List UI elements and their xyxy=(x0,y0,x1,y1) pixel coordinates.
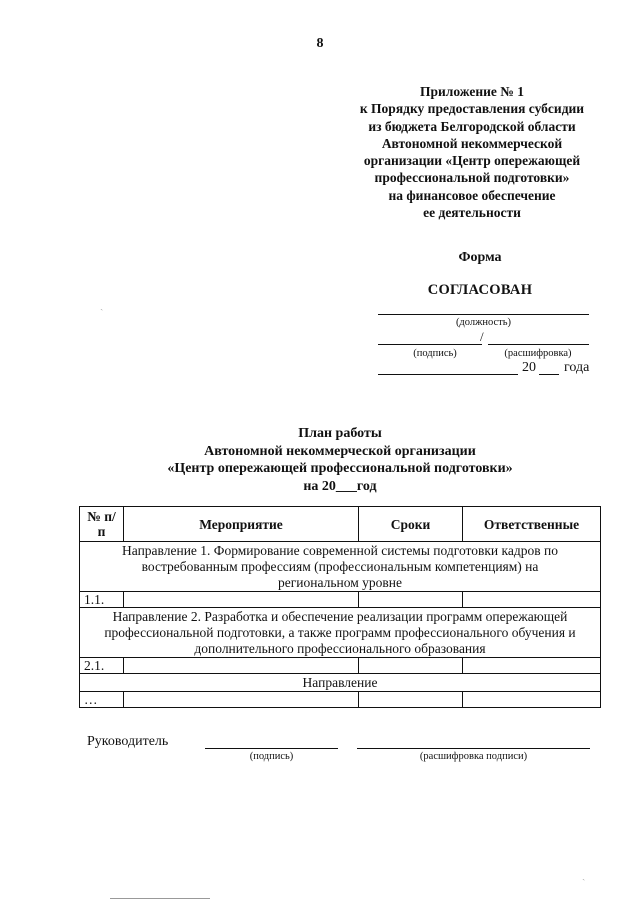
table-header-row xyxy=(80,507,601,542)
appendix-line: к Порядку предоставления субсидии xyxy=(359,101,585,117)
row-cell xyxy=(359,658,463,674)
header-number: № п/п xyxy=(80,507,124,542)
year-blank-line xyxy=(539,374,559,375)
table-row xyxy=(80,658,601,674)
appendix-line: ее деятельности xyxy=(423,205,521,221)
row-number: … xyxy=(80,692,124,708)
approval-title: СОГЛАСОВАН xyxy=(427,282,533,298)
appendix-line: профессиональной подготовки» xyxy=(374,170,570,186)
signature-line xyxy=(378,344,482,345)
head-decoding-line xyxy=(357,748,590,749)
signature-caption: (подпись) xyxy=(413,348,457,359)
decoding-caption: (расшифровка) xyxy=(504,348,572,359)
date-line xyxy=(378,374,518,375)
position-caption: (должность) xyxy=(455,317,512,328)
scan-edge-line xyxy=(110,898,210,899)
direction-2: Направление 2. Разработка и обеспечение реализации программ опережающей профессиональной подготовки, а также программ профессионального обучения и дополнительного профессионального образования xyxy=(80,608,601,658)
head-signature-line xyxy=(205,748,338,749)
row-cell xyxy=(124,592,359,608)
direction-1: Направление 1. Формирование современной системы подготовки кадров по востребованным профессиям (профессиональным компетенциям) на региональном уровне xyxy=(80,542,601,592)
year-prefix: 20 xyxy=(522,360,536,375)
header-deadlines: Сроки xyxy=(359,507,463,542)
direction-row xyxy=(80,608,601,658)
scan-mark: ˏ xyxy=(582,870,586,881)
appendix-line: Приложение № 1 xyxy=(420,84,524,99)
table-row xyxy=(80,592,601,608)
row-number: 1.1. xyxy=(80,592,124,608)
approval-slash: / xyxy=(480,329,484,344)
head-signature-caption: (подпись) xyxy=(249,751,294,762)
row-cell xyxy=(359,592,463,608)
row-cell xyxy=(463,658,601,674)
form-label: Форма xyxy=(458,250,502,265)
row-cell xyxy=(463,692,601,708)
appendix-line: Автономной некоммерческой xyxy=(381,135,563,151)
appendix-line: на финансовое обеспечение xyxy=(388,187,556,203)
position-line xyxy=(378,314,589,315)
direction-n: Направление xyxy=(80,674,601,692)
year-suffix: года xyxy=(564,360,590,375)
appendix-header xyxy=(340,83,604,221)
row-cell xyxy=(359,692,463,708)
head-decoding-caption: (расшифровка подписи) xyxy=(419,751,528,762)
header-responsible: Ответственные xyxy=(463,507,601,542)
plan-title xyxy=(100,425,580,495)
row-cell xyxy=(463,592,601,608)
plan-title-line: Автономной некоммерческой организации xyxy=(204,443,476,459)
appendix-line: из бюджета Белгородской области xyxy=(368,118,576,134)
page-number: 8 xyxy=(316,36,324,51)
row-cell xyxy=(124,658,359,674)
row-number: 2.1. xyxy=(80,658,124,674)
appendix-line: организации «Центр опережающей xyxy=(363,153,581,169)
direction-row xyxy=(80,674,601,692)
row-cell xyxy=(124,692,359,708)
plan-title-line: на 20___год xyxy=(303,478,377,494)
header-activity: Мероприятие xyxy=(124,507,359,542)
direction-row xyxy=(80,542,601,592)
decoding-line xyxy=(488,344,589,345)
plan-title-line: План работы xyxy=(298,426,382,441)
scan-mark: ˏ xyxy=(100,300,104,311)
head-label: Руководитель xyxy=(87,734,169,749)
table-row xyxy=(80,692,601,708)
plan-table xyxy=(79,506,601,708)
plan-title-line: «Центр опережающей профессиональной подготовки» xyxy=(167,461,513,476)
